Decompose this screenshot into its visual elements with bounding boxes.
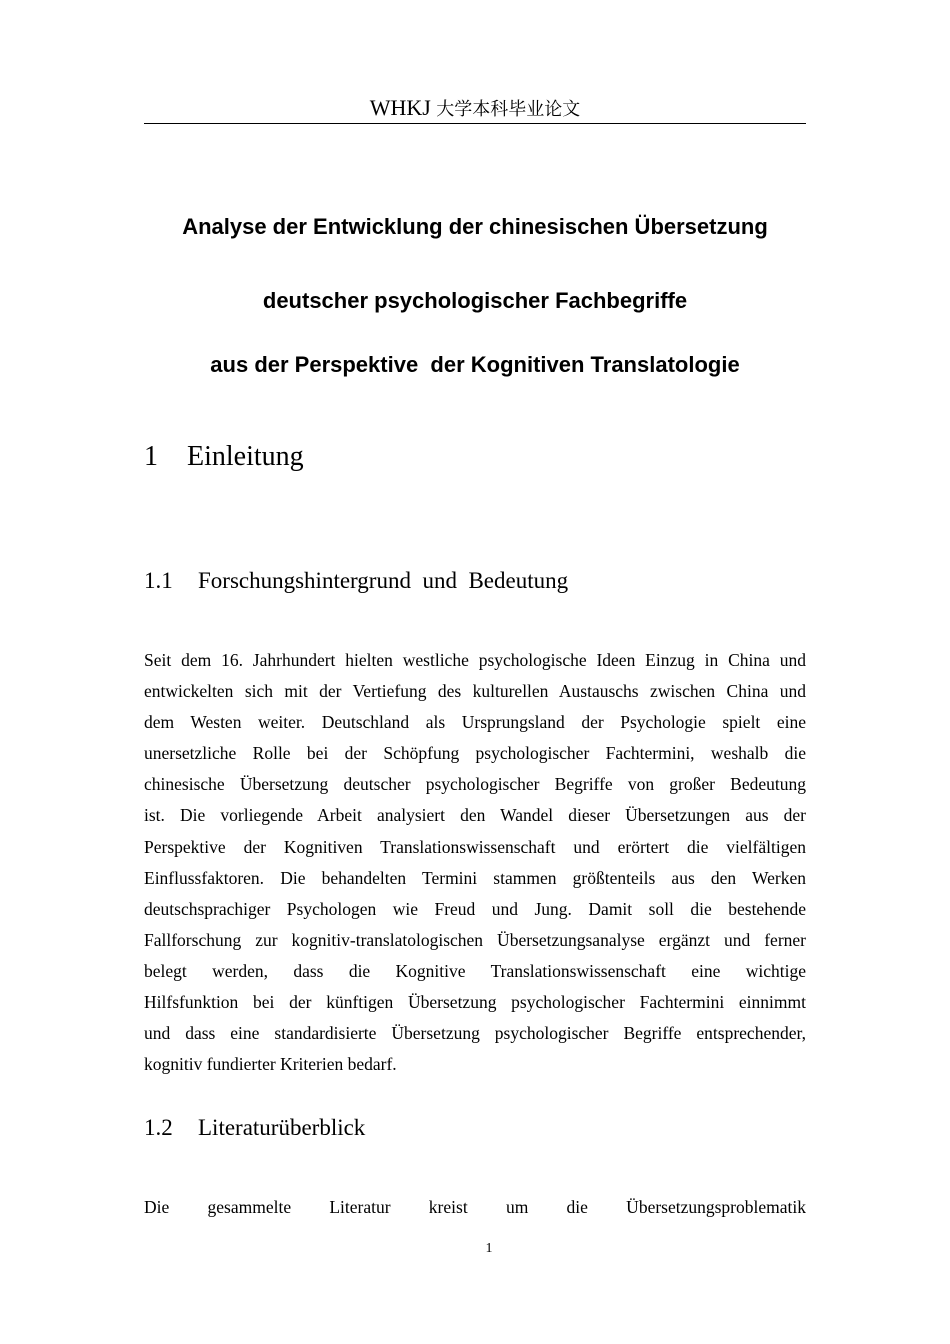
section-number: 1.2 xyxy=(144,1115,173,1140)
paragraph-line: chinesische Übersetzung deutscher psychologischer Begriffe von großer Bedeutung xyxy=(144,774,806,795)
paragraph-line: Perspektive der Kognitiven Translationswissenschaft und erörtert die vielfältigen xyxy=(144,836,806,857)
paragraph-line: entwickelten sich mit der Vertiefung des kulturellen Austauschs zwischen China und xyxy=(144,681,806,702)
section-heading-1-1 xyxy=(144,566,568,596)
section-title: Einleitung xyxy=(187,441,304,472)
section-heading-1-2 xyxy=(144,1113,365,1143)
body-paragraph-1 xyxy=(144,645,806,1080)
paragraph-line: belegt werden, dass die Kognitive Translationswissenschaft eine wichtige xyxy=(144,960,806,981)
paragraph-line: Hilfsfunktion bei der künftigen Übersetzung psychologischer Fachtermini einnimmt xyxy=(144,992,806,1013)
page-number: 1 xyxy=(485,1241,493,1256)
paragraph-line: unersetzliche Rolle bei der Schöpfung psychologischer Fachtermini, weshalb die xyxy=(144,743,806,764)
thesis-title-line-1: Analyse der Entwicklung der chinesischen Übersetzung xyxy=(182,214,768,239)
header-prefix: WHKJ xyxy=(369,95,431,120)
paragraph-line: Seit dem 16. Jahrhundert hielten westliche psychologische Ideen Einzug in China und xyxy=(144,650,806,670)
section-heading-1 xyxy=(144,440,304,474)
paragraph-line: Fallforschung zur kognitiv-translatologischen Übersetzungsanalyse ergänzt und ferner xyxy=(144,929,806,950)
page-header xyxy=(144,93,806,124)
body-paragraph-2: Die gesammelte Literatur kreist um die Übersetzungsproblematik xyxy=(144,1197,806,1217)
section-number: 1.1 xyxy=(144,568,173,593)
thesis-title-line-2: deutscher psychologischer Fachbegriffe xyxy=(262,288,688,313)
paragraph-line: dem Westen weiter. Deutschland als Ursprungsland der Psychologie spielt eine xyxy=(144,712,806,733)
thesis-title-line-3: aus der Perspektive der Kognitiven Translatologie xyxy=(210,352,740,377)
paragraph-line: ist. Die vorliegende Arbeit analysiert den Wandel dieser Übersetzungen aus der xyxy=(144,805,806,826)
section-title: Literaturüberblick xyxy=(198,1115,366,1140)
paragraph-line: kognitiv fundierter Kriterien bedarf. xyxy=(144,1054,397,1075)
section-number: 1 xyxy=(144,441,158,472)
paragraph-line: und dass eine standardisierte Übersetzung psychologischer Begriffe entsprechender, xyxy=(144,1023,806,1044)
paragraph-line: Einflussfaktoren. Die behandelten Termini stammen größtenteils aus den Werken xyxy=(144,867,806,888)
paragraph-line: deutschsprachiger Psychologen wie Freud und Jung. Damit soll die bestehende xyxy=(144,898,806,919)
section-title: Forschungshintergrund und Bedeutung xyxy=(198,568,569,593)
header-cjk-title: 大学本科毕业论文 xyxy=(436,99,581,120)
